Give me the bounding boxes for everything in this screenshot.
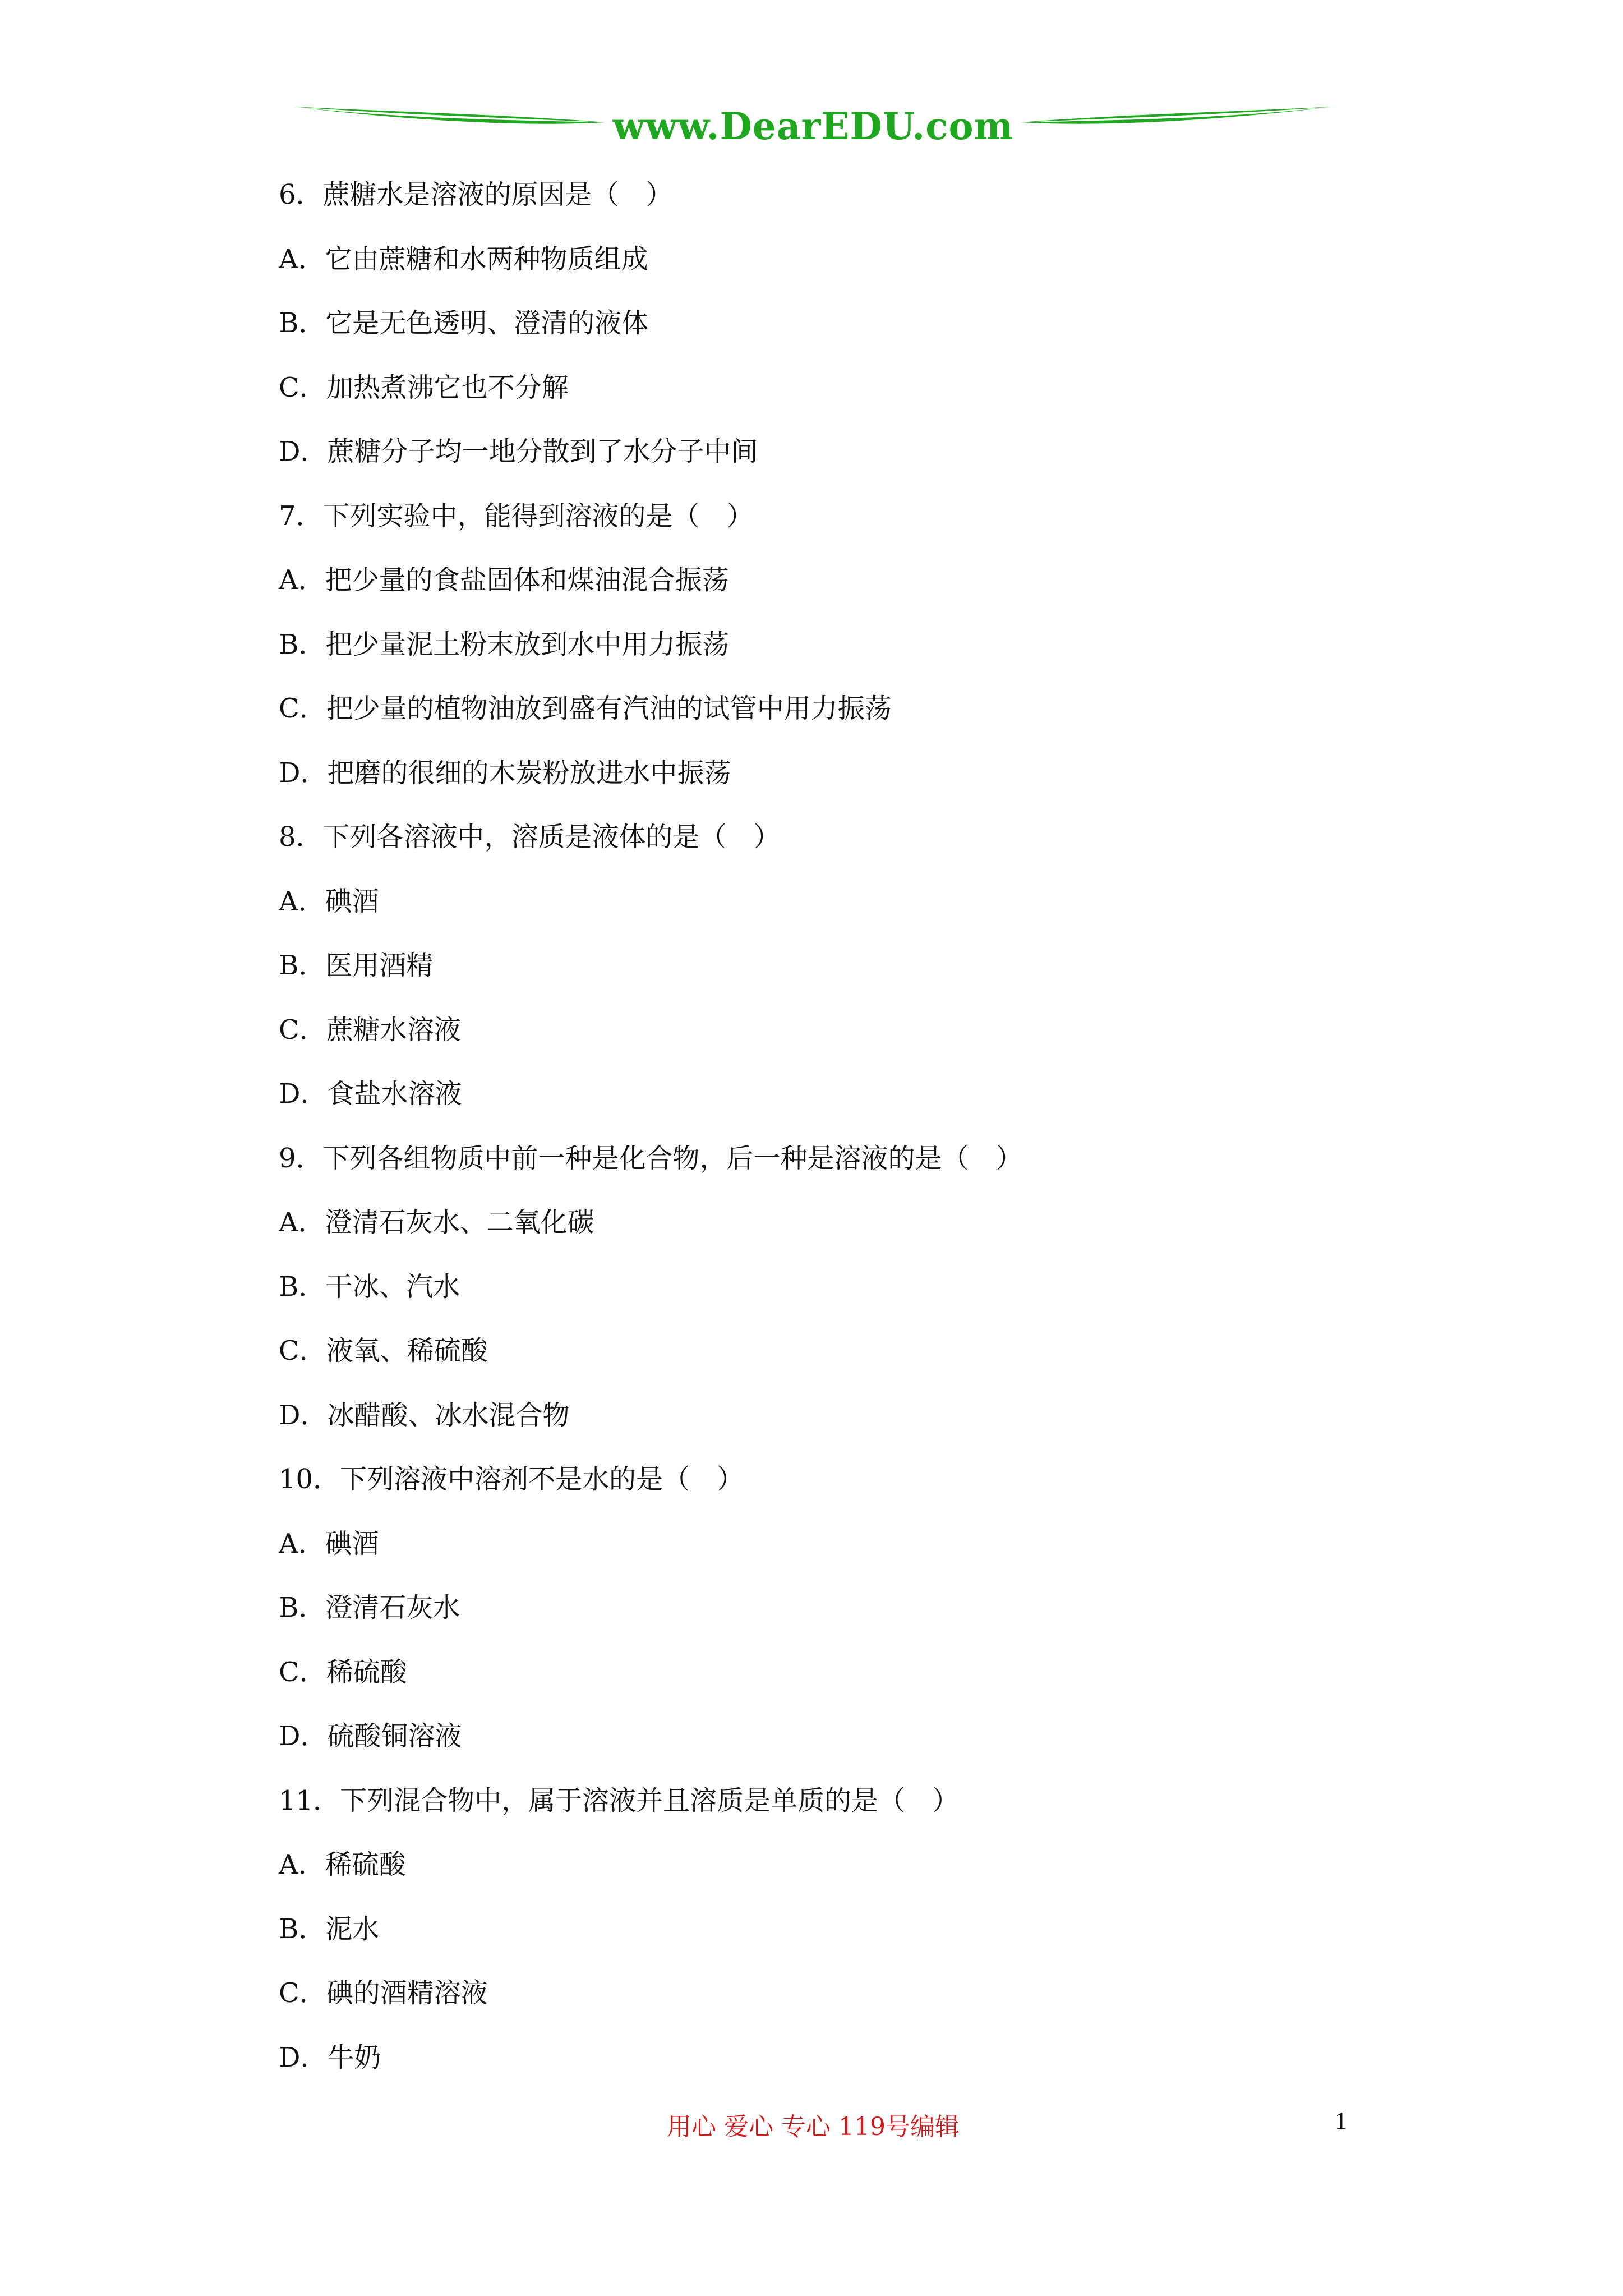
question-stem: 7．下列实验中，能得到溶液的是（ ） [279, 500, 754, 532]
option-line: A．稀硫酸 [279, 1849, 406, 1880]
option-line: B．医用酒精 [279, 950, 434, 981]
question-stem: 11．下列混合物中，属于溶液并且溶质是单质的是（ ） [279, 1784, 960, 1816]
footer-text: 用心 爱心 专心 119号编辑 [667, 2113, 960, 2141]
option-line: A．把少量的食盐固体和煤油混合振荡 [279, 564, 729, 596]
site-logo-text: www.DearEDU.com [612, 104, 1014, 148]
option-line: A．碘酒 [279, 1527, 379, 1559]
option-line: C．碘的酒精溶液 [279, 1977, 488, 2009]
option-line: B．泥水 [279, 1913, 380, 1945]
option-line: C．稀硫酸 [279, 1656, 407, 1688]
site-header-banner [292, 95, 1335, 157]
option-line: D．把磨的很细的木炭粉放进水中振荡 [279, 757, 731, 789]
option-line: D．食盐水溶液 [279, 1078, 462, 1110]
option-line: A．碘酒 [279, 885, 379, 917]
option-line: C．液氧、稀硫酸 [279, 1335, 488, 1366]
option-line: D．冰醋酸、冰水混合物 [279, 1399, 570, 1431]
option-line: C．蔗糖水溶液 [279, 1014, 461, 1046]
option-line: B．把少量泥土粉末放到水中用力振荡 [279, 628, 730, 660]
option-line: C．把少量的植物油放到盛有汽油的试管中用力振荡 [279, 693, 892, 724]
question-stem: 6．蔗糖水是溶液的原因是（ ） [279, 179, 673, 210]
option-line: B．澄清石灰水 [279, 1592, 460, 1623]
option-line: A．澄清石灰水、二氧化碳 [279, 1207, 594, 1238]
option-line: B．它是无色透明、澄清的液体 [279, 307, 649, 339]
page-number: 1 [1335, 2107, 1347, 2134]
question-stem: 10．下列溶液中溶剂不是水的是（ ） [279, 1464, 744, 1495]
option-line: D．蔗糖分子均一地分散到了水分子中间 [279, 436, 758, 467]
question-stem: 8．下列各溶液中，溶质是液体的是（ ） [279, 821, 781, 853]
option-line: A．它由蔗糖和水两种物质组成 [279, 243, 648, 275]
question-stem: 9．下列各组物质中前一种是化合物，后一种是溶液的是（ ） [279, 1142, 1023, 1174]
option-line: B．干冰、汽水 [279, 1271, 460, 1303]
document-body [279, 163, 1400, 2090]
option-line: D．牛奶 [279, 2041, 381, 2073]
option-line: C．加热煮沸它也不分解 [279, 371, 569, 403]
option-line: D．硫酸铜溶液 [279, 1720, 462, 1752]
